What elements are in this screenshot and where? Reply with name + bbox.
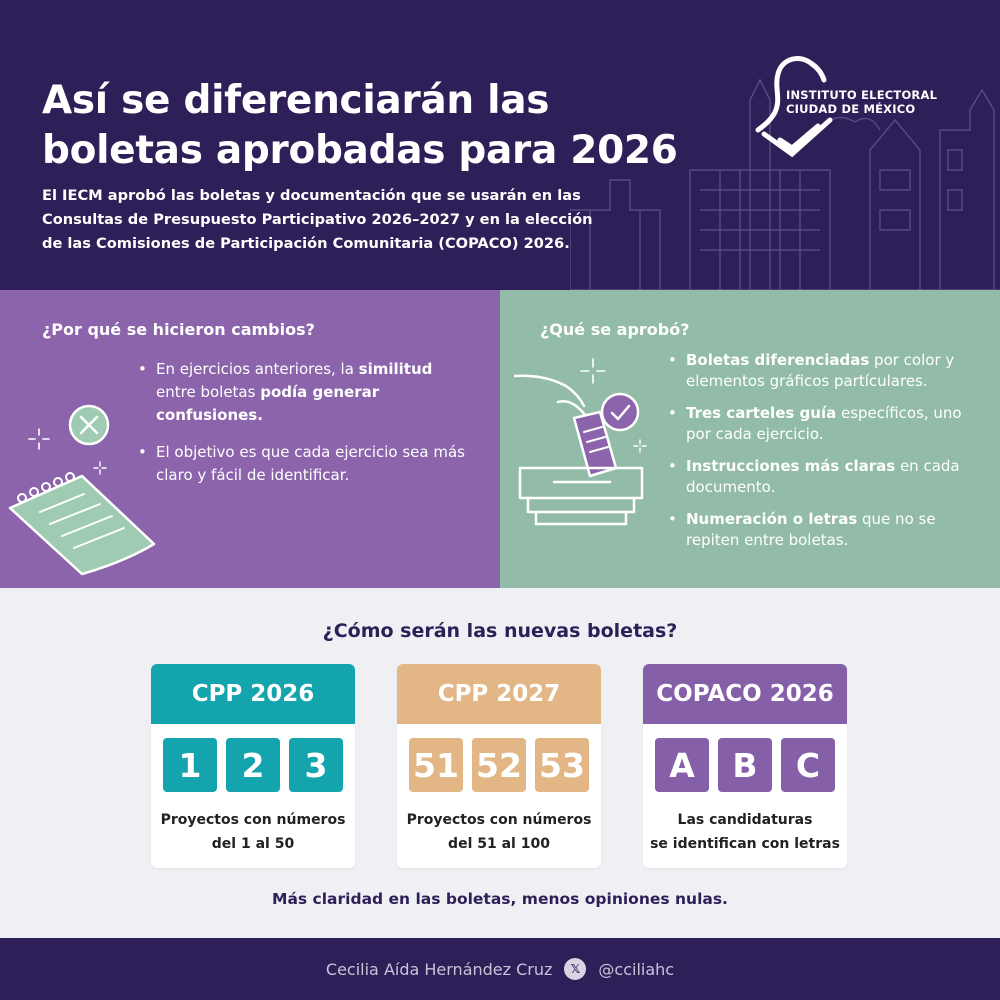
card-cpp-2027 <box>397 664 601 868</box>
ballot-box-2: 2 <box>226 738 280 792</box>
what-approved-panel <box>500 290 1000 588</box>
card-description <box>151 808 355 856</box>
ballot-box-b: B <box>718 738 772 792</box>
why-changes-list <box>138 358 468 501</box>
list-item <box>668 350 978 392</box>
bullet-text: entre boletas <box>156 383 261 401</box>
bullet-bold: Instrucciones más claras <box>686 457 896 475</box>
list-item <box>138 358 468 427</box>
card-title: COPACO 2026 <box>643 664 847 724</box>
ballot-box-c: C <box>781 738 835 792</box>
logo-line-2: CIUDAD DE MÉXICO <box>786 102 916 116</box>
bullet-bold: Tres carteles guía <box>686 404 837 422</box>
ballot-box-52: 52 <box>472 738 526 792</box>
ballot-box-51: 51 <box>409 738 463 792</box>
iecm-logo <box>752 50 962 160</box>
card-desc-line-1: Las candidaturas <box>677 812 813 828</box>
bullet-bold: Numeración o letras <box>686 510 858 528</box>
x-circle-icon <box>66 402 112 448</box>
list-item <box>668 456 978 498</box>
card-boxes <box>643 738 847 792</box>
ballot-box-1: 1 <box>163 738 217 792</box>
logo-line-1: INSTITUTO ELECTORAL <box>786 88 938 102</box>
sparkle-icon <box>26 426 52 452</box>
list-item <box>668 509 978 551</box>
ballots-heading: ¿Cómo serán las nuevas boletas? <box>322 620 678 642</box>
bullet-text: específicos, uno por cada ejercicio. <box>686 404 962 443</box>
card-desc-line-1: Proyectos con números <box>406 812 592 828</box>
card-cpp-2026 <box>151 664 355 868</box>
title-line-2: boletas aprobadas para 2026 <box>42 128 678 173</box>
why-changes-panel <box>0 290 500 588</box>
subtitle-line-2: Consultas de Presupuesto Participativo 2026–2027 y en la elección <box>42 211 593 228</box>
card-description <box>643 808 847 856</box>
paper-sheet-illustration <box>4 466 164 578</box>
bullet-text: en cada documento. <box>686 457 960 496</box>
card-desc-line-2: del 1 al 50 <box>211 836 295 852</box>
card-boxes <box>397 738 601 792</box>
card-desc-line-2: se identifican con letras <box>650 836 840 852</box>
card-desc-line-1: Proyectos con números <box>160 812 346 828</box>
card-description <box>397 808 601 856</box>
social-handle[interactable]: @cciliahc <box>598 959 675 979</box>
bullet-text: El objetivo es que cada ejercicio sea más claro y fácil de identificar. <box>156 443 465 484</box>
card-desc-line-2: del 51 al 100 <box>448 836 550 852</box>
header <box>0 0 1000 290</box>
page-title <box>42 76 762 176</box>
bullet-bold: similitud <box>358 360 433 378</box>
what-approved-list <box>668 350 978 562</box>
page-subtitle <box>42 184 722 256</box>
bullet-text: por color y elementos gráficos partículares. <box>686 351 955 390</box>
why-changes-heading: ¿Por qué se hicieron cambios? <box>42 320 315 339</box>
bullet-bold: podía generar confusiones. <box>156 383 380 424</box>
bullet-text: que no se repiten entre boletas. <box>686 510 936 549</box>
list-item <box>668 403 978 445</box>
subtitle-line-3: de las Comisiones de Participación Comunitaria (COPACO) 2026. <box>42 235 570 252</box>
what-approved-heading: ¿Qué se aprobó? <box>540 320 690 339</box>
ballot-box-illustration <box>514 372 654 532</box>
card-title: CPP 2027 <box>397 664 601 724</box>
ballots-section <box>0 588 1000 938</box>
author-name: Cecilia Aída Hernández Cruz <box>325 959 553 979</box>
subtitle-line-1: El IECM aprobó las boletas y documentación que se usarán en las <box>42 187 581 204</box>
footer <box>0 938 1000 1000</box>
card-title: CPP 2026 <box>151 664 355 724</box>
iecm-logo-text <box>786 88 937 116</box>
bullet-text: En ejercicios anteriores, la <box>156 360 359 378</box>
card-copaco-2026 <box>643 664 847 868</box>
ballot-box-3: 3 <box>289 738 343 792</box>
list-item <box>138 441 468 487</box>
bullet-bold: Boletas diferenciadas <box>686 351 870 369</box>
x-logo-icon[interactable]: 𝕏 <box>564 958 586 980</box>
tagline: Más claridad en las boletas, menos opiniones nulas. <box>272 890 728 908</box>
ballot-box-a: A <box>655 738 709 792</box>
card-boxes <box>151 738 355 792</box>
title-line-1: Así se diferenciarán las <box>42 78 550 123</box>
ballot-box-53: 53 <box>535 738 589 792</box>
